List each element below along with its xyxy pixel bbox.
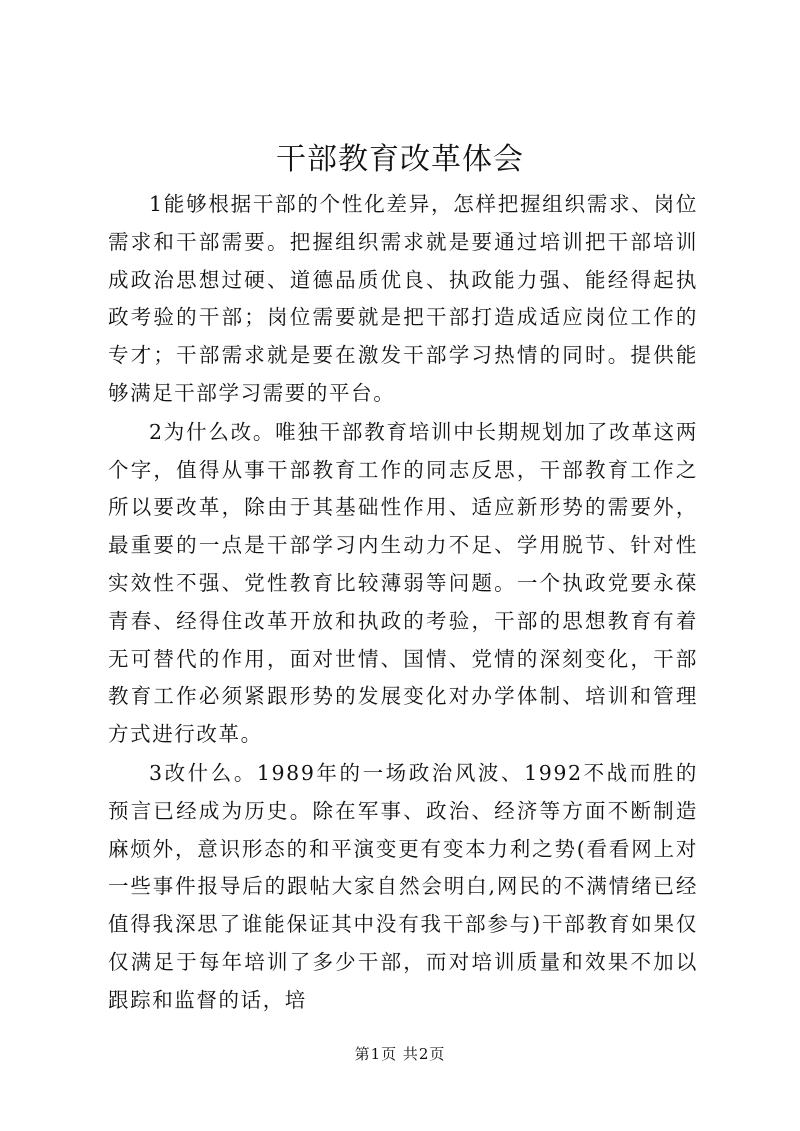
paragraph-3: 3改什么。1989年的一场政治风波、1992不战而胜的预言已经成为历史。除在军事、政治、经济等方面不断制造麻烦外，意识形态的和平演变更有变本力利之势(看看网上对一些事件报导后的跟帖大家自然会明白,网民的不满情绪已经值得我深思了谁能保证其中没有我干部参与)干部教育如果仅仅满足于每年培训了多少干部，而对培训质量和效果不加以跟踪和监督的话，培 [108,760,698,1012]
document-body [108,186,698,1020]
paragraph-1: 1能够根据干部的个性化差异，怎样把握组织需求、岗位需求和干部需要。把握组织需求就是要通过培训把干部培训成政治思想过硬、道德品质优良、执政能力强、能经得起执政考验的干部；岗位需要就是把干部打造成适应岗位工作的专才；干部需求就是要在激发干部学习热情的同时。提供能够满足干部学习需要的平台。 [108,192,698,405]
page-footer: 第1页 共2页 [354,1045,446,1063]
document-title: 干部教育改革体会 [276,142,524,177]
paragraph-2: 2为什么改。唯独干部教育培训中长期规划加了改革这两个字，值得从事干部教育工作的同志反思，干部教育工作之所以要改革，除由于其基础性作用、适应新形势的需要外，最重要的一点是干部学习内生动力不足、学用脱节、针对性实效性不强、党性教育比较薄弱等问题。一个执政党要永葆青春、经得住改革开放和执政的考验，干部的思想教育有着无可替代的作用，面对世情、国情、党情的深刻变化，干部教育工作必须紧跟形势的发展变化对办学体制、培训和管理方式进行改革。 [108,419,698,747]
